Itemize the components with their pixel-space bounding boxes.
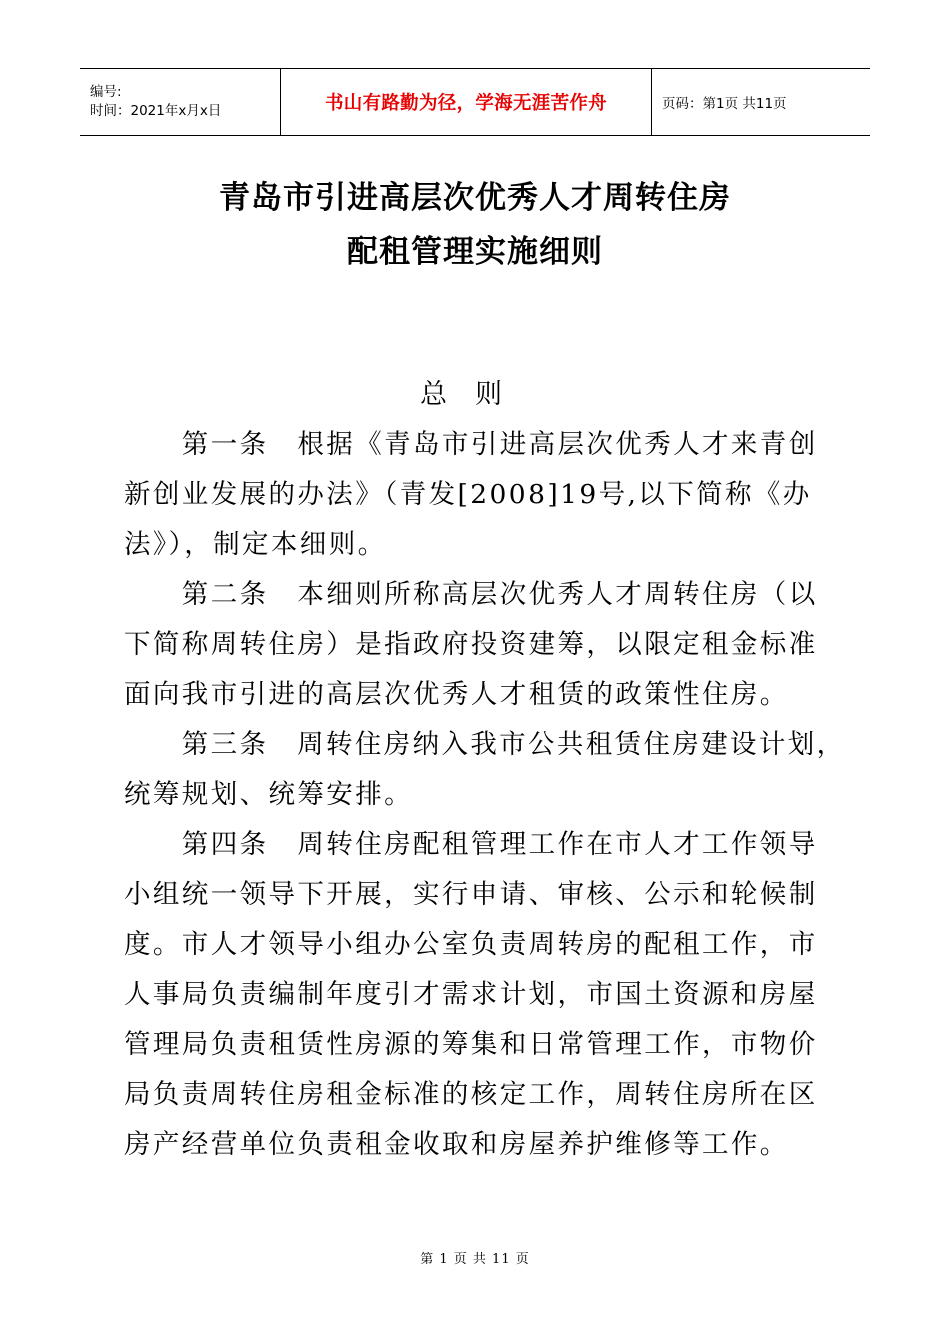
article-line: 第二条 本细则所称高层次优秀人才周转住房（以 [124, 579, 818, 610]
header-page-info: 页码：第1页 共11页 [662, 96, 787, 112]
article-line: 新创业发展的办法》（青发[2008]19号,以下简称《办 [124, 479, 812, 510]
page-footer: 第 1 页 共 11 页 [420, 1252, 530, 1267]
document-header [80, 68, 870, 136]
document-date: 时间：2021年x月x日 [90, 103, 222, 119]
article-line: 面向我市引进的高层次优秀人才租赁的政策性住房。 [124, 679, 789, 710]
article-line: 第四条 周转住房配租管理工作在市人才工作领导 [124, 829, 818, 860]
header-meta [80, 69, 280, 135]
article-line: 度。市人才领导小组办公室负责周转房的配租工作，市 [124, 929, 818, 960]
article-line: 人事局负责编制年度引才需求计划，市国土资源和房屋 [124, 979, 818, 1010]
header-motto: 书山有路勤为径，学海无涯苦作舟 [324, 93, 607, 114]
article-line: 统筹规划、统筹安排。 [124, 779, 413, 810]
document-title-line-2: 配租管理实施细则 [347, 234, 603, 270]
article-line: 法》），制定本细则。 [124, 529, 387, 560]
article-line: 小组统一领导下开展，实行申请、审核、公示和轮候制 [124, 879, 818, 910]
article-line: 局负责周转住房租金标准的核定工作，周转住房所在区 [124, 1079, 818, 1110]
header-motto-cell [280, 69, 652, 135]
article-line: 第三条 周转住房纳入我市公共租赁住房建设计划， [124, 729, 846, 760]
article-line: 管理局负责租赁性房源的筹集和日常管理工作，市物价 [124, 1029, 818, 1060]
article-line: 下简称周转住房）是指政府投资建筹，以限定租金标准 [124, 629, 818, 660]
article-line: 第一条 根据《青岛市引进高层次优秀人才来青创 [124, 429, 818, 460]
section-heading: 总则 [420, 379, 530, 410]
document-title-line-1: 青岛市引进高层次优秀人才周转住房 [219, 180, 731, 216]
document-number-label: 编号: [90, 84, 122, 100]
article-line: 房产经营单位负责租金收取和房屋养护维修等工作。 [124, 1129, 789, 1160]
